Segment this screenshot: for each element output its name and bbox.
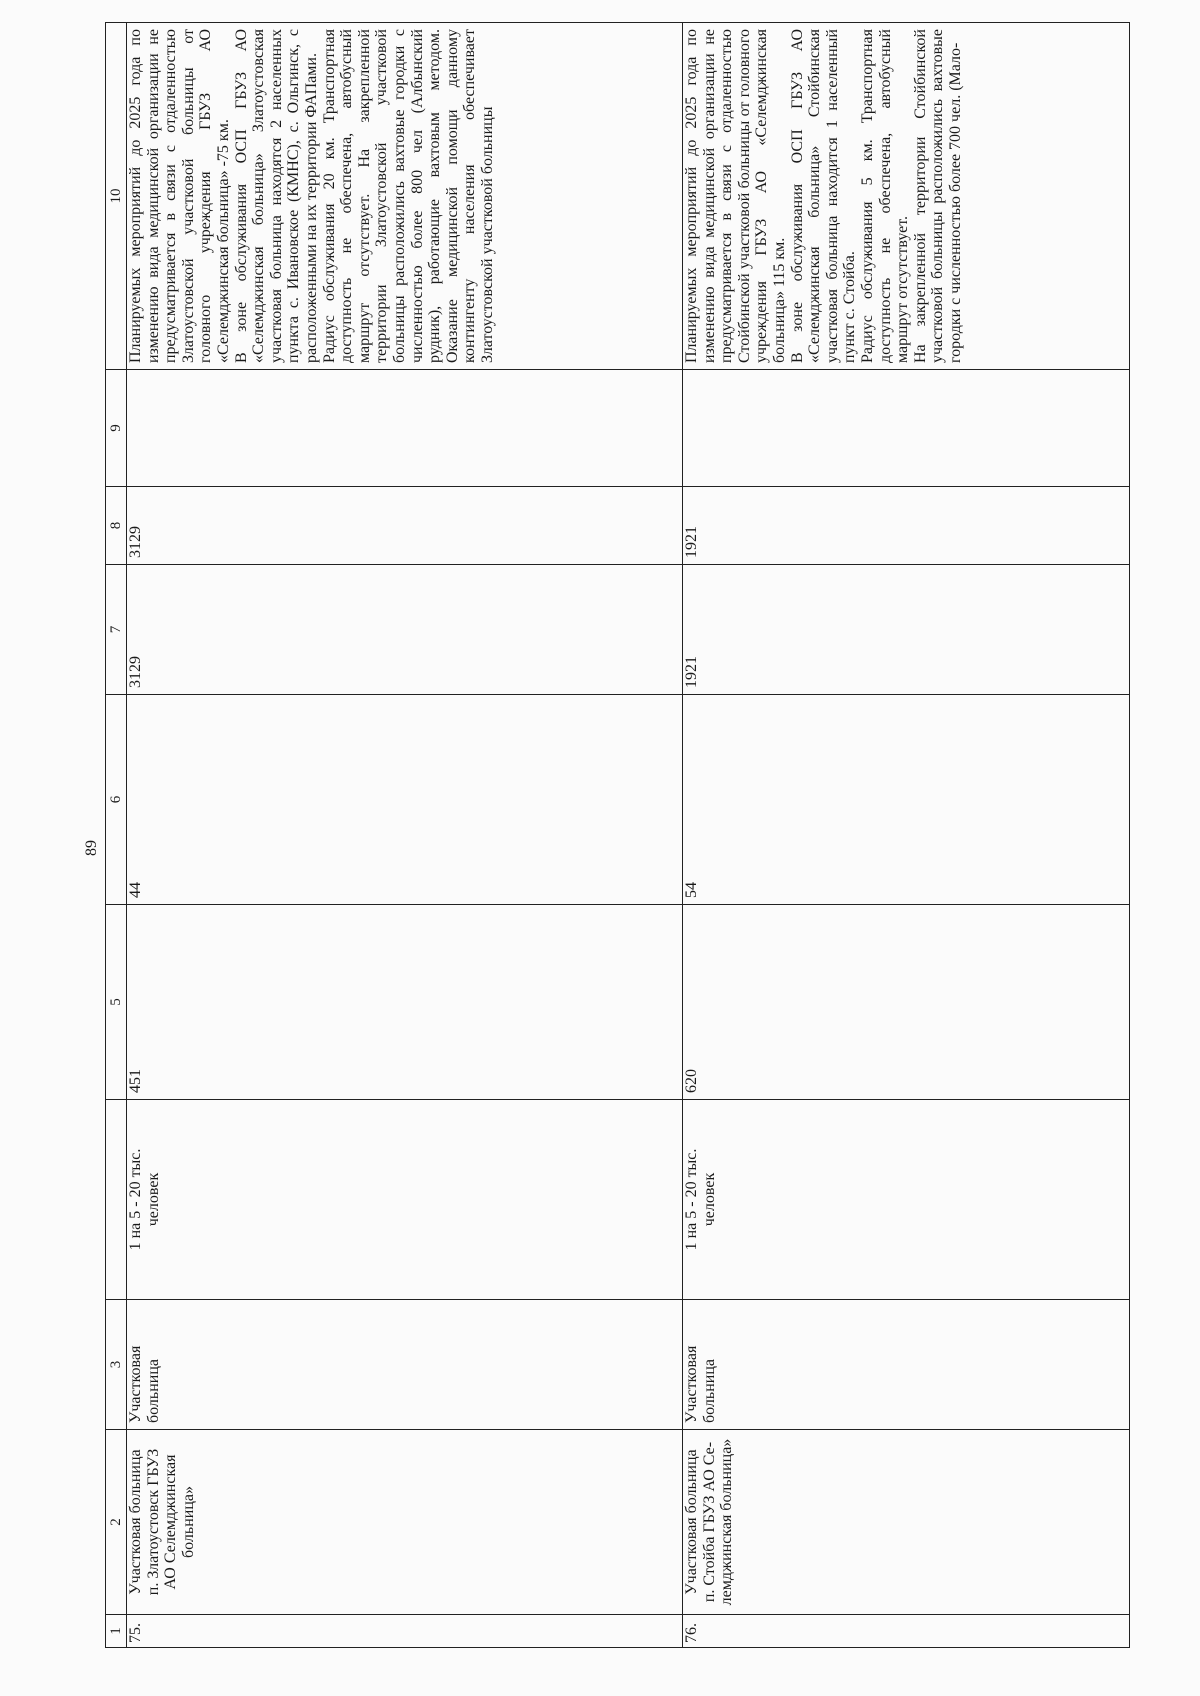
note-paragraph: Радиус обслуживания 20 км. Транспортная доступность не обеспечена, автобусный маршрут отсутствует. На закрепленной территории Златоустовской участковой больницы расположились вахтовые городки с численностью более 800 чел (Албынский рудник), работающие вахтовым методом. Оказание медицинской помощи данному контингенту населения обеспечивает Златоустовской участковой больницы — [320, 29, 496, 363]
norm-cell: 1 на 5 - 20 тыс. человек — [683, 1100, 1130, 1300]
value-cell: 1921 — [683, 487, 1130, 565]
note-paragraph: Планируемых мероприятий до 2025 года по изменению вида медицинской организации не предусматривается в связи с отдаленностью Златоустовской участковой больницы от головного учреждения ГБУЗ АО «Селемджинская больница» -75 км. — [127, 29, 232, 363]
row-number: 75. — [127, 1615, 683, 1648]
notes-cell — [127, 23, 683, 370]
value-cell: 620 — [683, 905, 1130, 1100]
rotated-table-container — [105, 23, 1130, 1648]
row-number: 76. — [683, 1615, 1130, 1648]
norm-cell: 1 на 5 - 20 тыс. человек — [127, 1100, 683, 1300]
note-paragraph: В зоне обслуживания ОСП ГБУЗ АО «Селемджинская больница» Златоустовская участковая больница находятся 2 населенных пункта с. Ивановское (КМНС), с. Ольгинск, с расположенными на их территории ФАПами. — [232, 29, 320, 363]
note-paragraph: В зоне обслуживания ОСП ГБУЗ АО «Селемджинская больница» Стойбинская участковая больница находится 1 населенный пункт с. Стойба. — [788, 29, 859, 363]
note-paragraph: Радиус обслуживания 5 км. Транспортная доступность не обеспечена, автобусный маршрут отсутствует. — [858, 29, 912, 363]
column-header — [106, 1100, 127, 1300]
column-header: 1 — [106, 1615, 127, 1648]
value-cell: 451 — [127, 905, 683, 1100]
column-header: 9 — [106, 370, 127, 487]
value-cell: 3129 — [127, 487, 683, 565]
value-cell: 54 — [683, 695, 1130, 905]
column-header: 7 — [106, 565, 127, 695]
table-row — [683, 23, 1130, 1648]
facility-type: Участковая больница — [683, 1300, 1130, 1430]
value-cell — [683, 370, 1130, 487]
value-cell: 3129 — [127, 565, 683, 695]
hospital-table — [105, 22, 1130, 1648]
value-cell: 44 — [127, 695, 683, 905]
column-header: 8 — [106, 487, 127, 565]
value-cell — [127, 370, 683, 487]
header-row — [106, 23, 127, 1648]
page-number: 89 — [83, 840, 100, 856]
note-paragraph: На закрепленной территории Стойбинской участковой больницы расположились вахтовые городки с численностью более 700 чел. (Мало- — [911, 29, 964, 363]
facility-name: Участковая больница п. Стойба ГБУЗ АО Се- лемджинская больница» — [683, 1430, 1130, 1615]
table-row — [127, 23, 683, 1648]
facility-type: Участковая больница — [127, 1300, 683, 1430]
note-paragraph: Планируемых мероприятий до 2025 года по изменению вида медицинской организации не предусматривается в связи с отдаленностью Стойбинской участковой больницы от головного учреждения ГБУЗ АО «Селемджинская больница» 115 км. — [683, 29, 788, 363]
column-header: 6 — [106, 695, 127, 905]
column-header: 10 — [106, 23, 127, 370]
column-header: 3 — [106, 1300, 127, 1430]
value-cell: 1921 — [683, 565, 1130, 695]
notes-cell — [683, 23, 1130, 370]
column-header: 5 — [106, 905, 127, 1100]
facility-name: Участковая больница п. Златоустовск ГБУЗ АО Селемджинская больница» — [127, 1430, 683, 1615]
column-header: 2 — [106, 1430, 127, 1615]
